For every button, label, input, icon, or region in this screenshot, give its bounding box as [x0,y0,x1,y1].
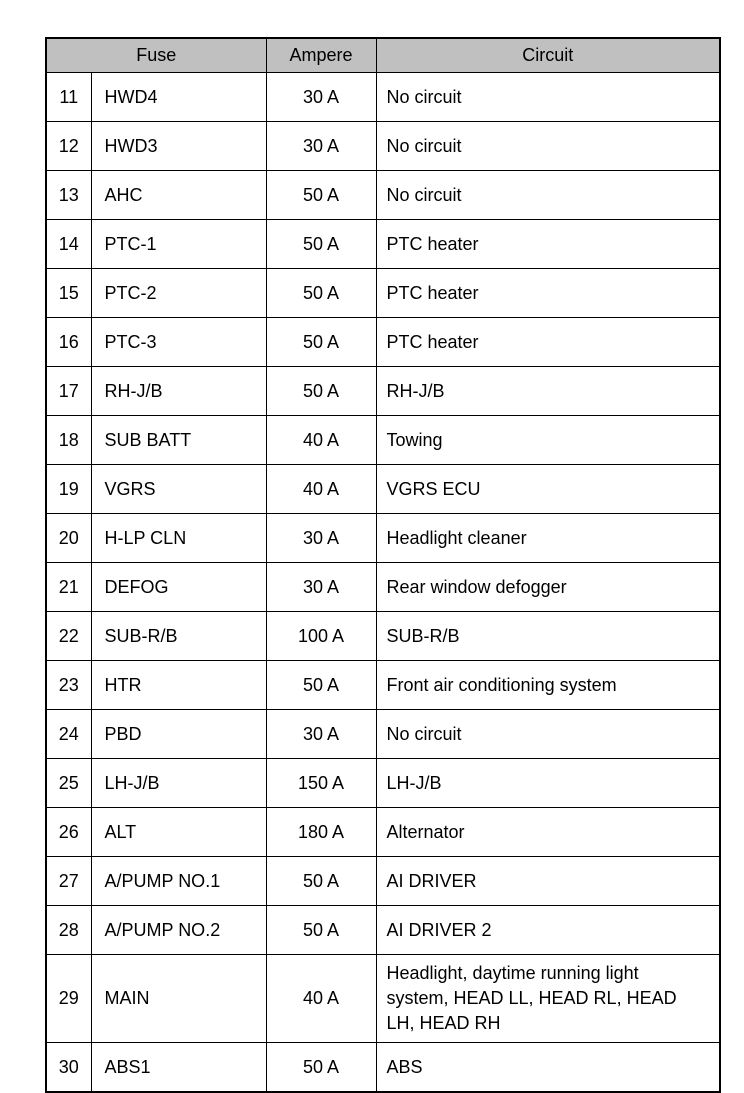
circuit-cell: SUB-R/B [376,612,720,661]
table-row [46,416,720,465]
fuse-number-cell: 20 [46,514,91,563]
table-row [46,220,720,269]
fuse-name-cell: HWD3 [91,122,266,171]
fuse-name-cell: PBD [91,710,266,759]
circuit-cell: Headlight cleaner [376,514,720,563]
circuit-cell: Headlight, daytime running light system, HEAD LL, HEAD RL, HEAD LH, HEAD RH [376,955,720,1043]
fuse-name-cell: SUB-R/B [91,612,266,661]
circuit-cell: VGRS ECU [376,465,720,514]
fuse-number-cell: 13 [46,171,91,220]
ampere-cell: 50 A [266,1043,376,1093]
ampere-cell: 180 A [266,808,376,857]
fuse-number-cell: 14 [46,220,91,269]
fuse-number-cell: 11 [46,73,91,122]
fuse-name-cell: PTC-2 [91,269,266,318]
ampere-cell: 40 A [266,955,376,1043]
fuse-table-body [46,73,720,1093]
circuit-cell: LH-J/B [376,759,720,808]
fuse-number-cell: 15 [46,269,91,318]
fuse-name-cell: VGRS [91,465,266,514]
circuit-cell: PTC heater [376,318,720,367]
ampere-cell: 30 A [266,122,376,171]
table-row [46,465,720,514]
fuse-name-cell: PTC-3 [91,318,266,367]
circuit-cell: Front air conditioning system [376,661,720,710]
ampere-column-header: Ampere [266,38,376,73]
ampere-cell: 30 A [266,710,376,759]
fuse-number-cell: 28 [46,906,91,955]
circuit-cell: No circuit [376,710,720,759]
fuse-name-cell: A/PUMP NO.1 [91,857,266,906]
fuse-number-cell: 27 [46,857,91,906]
circuit-column-header: Circuit [376,38,720,73]
fuse-name-cell: SUB BATT [91,416,266,465]
fuse-number-cell: 21 [46,563,91,612]
table-row [46,857,720,906]
ampere-cell: 50 A [266,857,376,906]
ampere-cell: 50 A [266,171,376,220]
table-row [46,955,720,1043]
ampere-cell: 150 A [266,759,376,808]
fuse-table [45,37,721,1093]
fuse-number-cell: 26 [46,808,91,857]
ampere-cell: 30 A [266,563,376,612]
fuse-name-cell: LH-J/B [91,759,266,808]
table-row [46,808,720,857]
table-row [46,318,720,367]
ampere-cell: 30 A [266,73,376,122]
fuse-number-cell: 30 [46,1043,91,1093]
fuse-number-cell: 29 [46,955,91,1043]
circuit-cell: No circuit [376,171,720,220]
fuse-column-header: Fuse [46,38,266,73]
fuse-number-cell: 19 [46,465,91,514]
table-row [46,269,720,318]
table-row [46,906,720,955]
fuse-number-cell: 16 [46,318,91,367]
ampere-cell: 50 A [266,367,376,416]
fuse-number-cell: 25 [46,759,91,808]
circuit-cell: No circuit [376,73,720,122]
fuse-name-cell: PTC-1 [91,220,266,269]
ampere-cell: 40 A [266,465,376,514]
fuse-name-cell: DEFOG [91,563,266,612]
fuse-name-cell: A/PUMP NO.2 [91,906,266,955]
fuse-number-cell: 17 [46,367,91,416]
fuse-name-cell: AHC [91,171,266,220]
fuse-name-cell: HWD4 [91,73,266,122]
ampere-cell: 50 A [266,318,376,367]
circuit-cell: Towing [376,416,720,465]
fuse-number-cell: 18 [46,416,91,465]
table-row [46,1043,720,1093]
fuse-name-cell: ABS1 [91,1043,266,1093]
circuit-cell: ABS [376,1043,720,1093]
ampere-cell: 30 A [266,514,376,563]
table-row [46,563,720,612]
ampere-cell: 100 A [266,612,376,661]
fuse-number-cell: 22 [46,612,91,661]
fuse-name-cell: ALT [91,808,266,857]
table-row [46,514,720,563]
circuit-cell: RH-J/B [376,367,720,416]
table-header-row [46,38,720,73]
circuit-cell: PTC heater [376,269,720,318]
ampere-cell: 50 A [266,661,376,710]
circuit-cell: No circuit [376,122,720,171]
table-row [46,367,720,416]
ampere-cell: 50 A [266,906,376,955]
ampere-cell: 50 A [266,220,376,269]
table-row [46,122,720,171]
table-row [46,171,720,220]
table-row [46,710,720,759]
circuit-cell: AI DRIVER [376,857,720,906]
table-row [46,612,720,661]
table-row [46,759,720,808]
circuit-cell: Alternator [376,808,720,857]
circuit-cell: Rear window defogger [376,563,720,612]
fuse-number-cell: 23 [46,661,91,710]
table-row [46,73,720,122]
fuse-number-cell: 24 [46,710,91,759]
ampere-cell: 50 A [266,269,376,318]
fuse-name-cell: MAIN [91,955,266,1043]
table-row [46,661,720,710]
fuse-name-cell: HTR [91,661,266,710]
circuit-cell: AI DRIVER 2 [376,906,720,955]
fuse-number-cell: 12 [46,122,91,171]
circuit-cell: PTC heater [376,220,720,269]
fuse-name-cell: RH-J/B [91,367,266,416]
fuse-name-cell: H-LP CLN [91,514,266,563]
ampere-cell: 40 A [266,416,376,465]
